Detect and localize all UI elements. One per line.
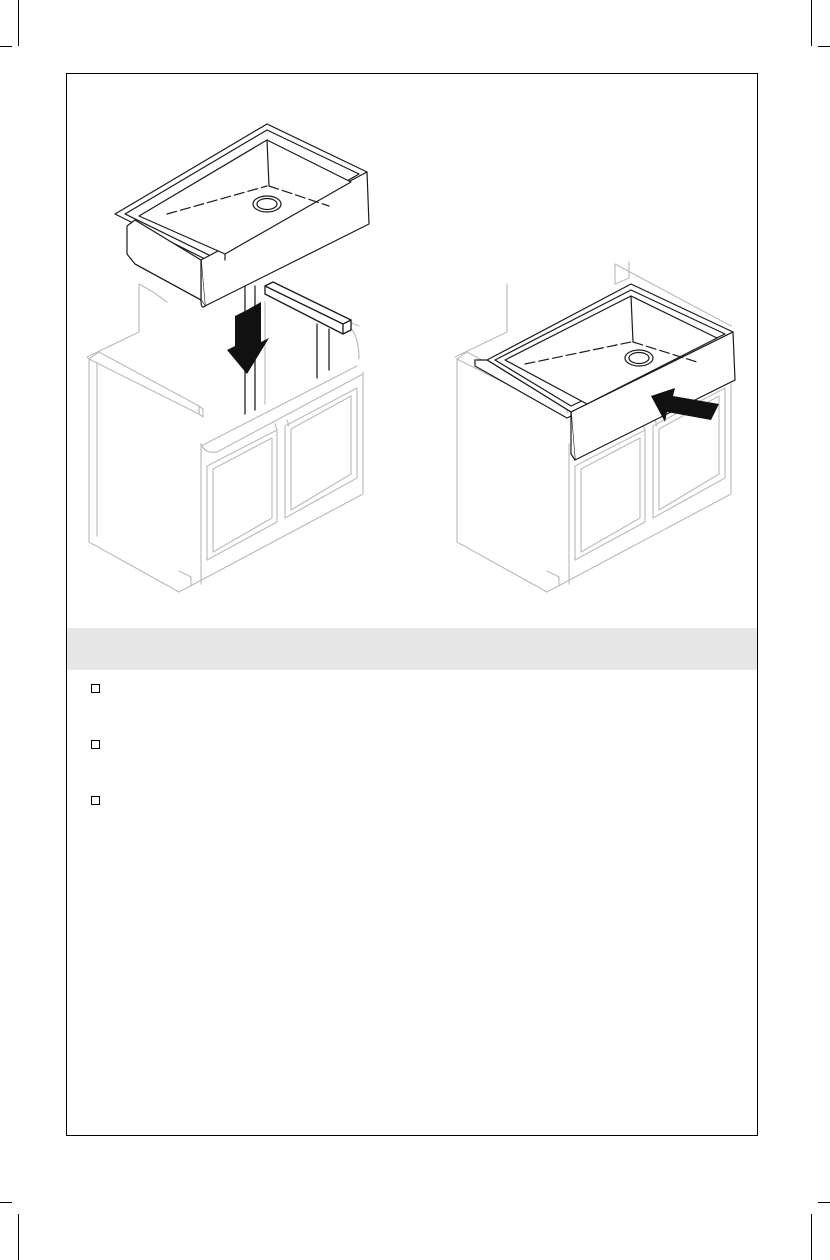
crop-mark-bottom-left-v: [18, 1214, 19, 1260]
down-arrow: [227, 302, 269, 374]
section-header-band: [67, 628, 757, 670]
checklist: [91, 682, 731, 850]
illustration-lower-sink: [87, 124, 369, 592]
checkbox-icon[interactable]: [91, 796, 100, 805]
illustration-push-sink: [455, 262, 735, 592]
sink-left: [115, 124, 369, 307]
crop-mark-top-right-h: [818, 46, 830, 47]
crop-mark-bottom-right-v: [811, 1214, 812, 1260]
crop-mark-top-left-h: [0, 46, 12, 47]
checklist-item-3: [91, 794, 731, 850]
crop-mark-bottom-right-h: [818, 1202, 830, 1203]
page-frame: [66, 73, 758, 1136]
crop-mark-bottom-left-h: [0, 1202, 12, 1203]
cabinet-left: [87, 284, 363, 592]
checklist-item-1: [91, 682, 731, 738]
installation-illustrations: [67, 74, 759, 626]
sink-right: [475, 284, 735, 460]
crop-mark-top-right-v: [811, 0, 812, 46]
checkbox-icon[interactable]: [91, 740, 100, 749]
support-bar: [265, 282, 351, 334]
checklist-item-2: [91, 738, 731, 794]
checkbox-icon[interactable]: [91, 684, 100, 693]
crop-mark-top-left-v: [18, 0, 19, 46]
